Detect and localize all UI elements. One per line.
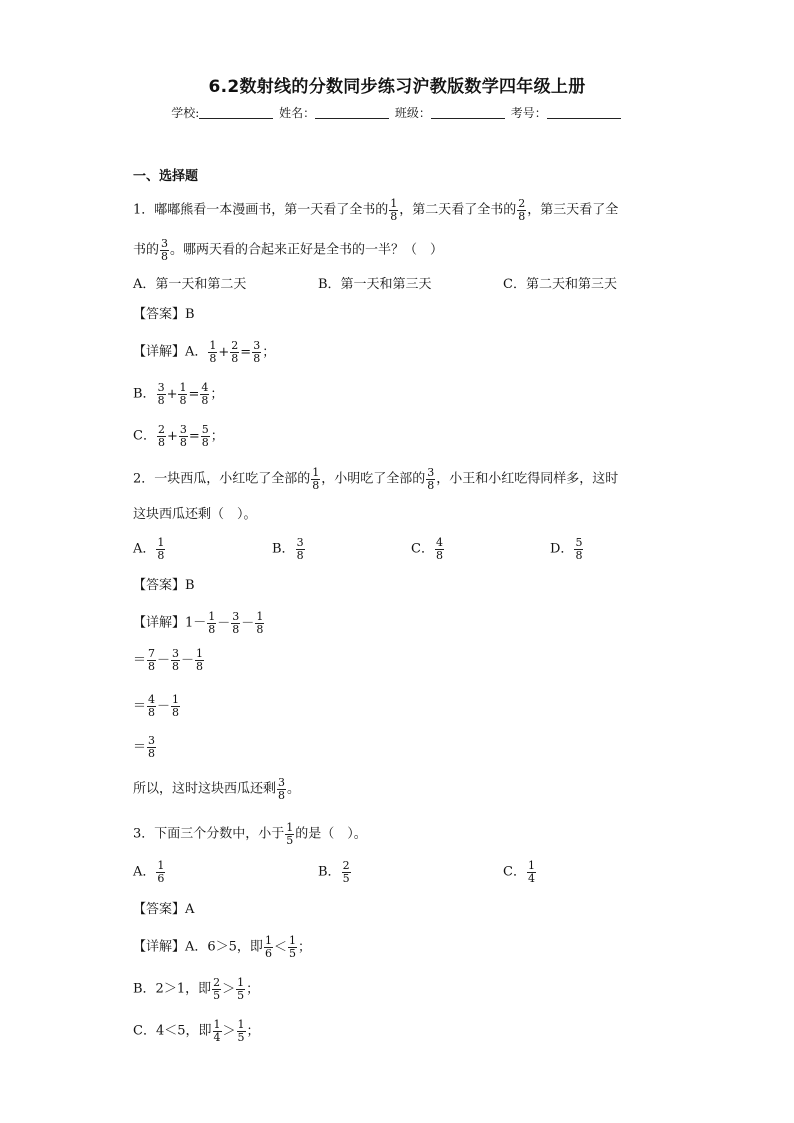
fraction: $\frac{1}{5}$: [288, 934, 296, 960]
fraction: $\frac{2}{8}$: [157, 423, 165, 449]
q3-option-c[interactable]: C． $\frac{1}{4}$: [503, 859, 535, 885]
q3-detail-c: C．4＜5，即 $\frac{1}{4}$ ＞ $\frac{1}{5}$ ；: [133, 1018, 260, 1044]
class-blank[interactable]: [431, 106, 505, 119]
q3-detail-b: B．2＞1，即 $\frac{2}{5}$ ＞ $\frac{1}{5}$ ；: [133, 976, 260, 1002]
q2-answer: 【答案】B: [133, 578, 195, 593]
operator: －: [181, 652, 195, 668]
fraction: $\frac{1}{5}$: [237, 976, 245, 1002]
q1-stem-line1: 1．嘟嘟熊看一本漫画书，第一天看了全书的 $\frac{1}{8}$ ，第二天看了全书的 $\frac{2}{8}$ ，第三天看了全: [133, 197, 619, 223]
q2-option-b[interactable]: B． $\frac{3}{8}$: [272, 536, 304, 562]
q2-detail-step3: ＝ $\frac{4}{8}$ － $\frac{1}{8}$: [133, 693, 180, 719]
fraction: $\frac{2}{5}$: [213, 976, 221, 1002]
q1-detail-c: C． $\frac{2}{8}$ + $\frac{3}{8}$ = $\frac{5}{8}$ ；: [133, 423, 224, 449]
school-label: 学校:: [171, 106, 200, 120]
q2-stem-line2: 这块西瓜还剩（ ）。: [133, 507, 257, 522]
operator: ；: [210, 428, 224, 444]
fraction: $\frac{3}{8}$: [172, 647, 180, 673]
operator: ＜: [273, 939, 287, 955]
fraction: $\frac{3}{8}$: [278, 776, 286, 802]
q1-option-a[interactable]: A．第一天和第二天: [133, 277, 247, 292]
fraction: $\frac{1}{8}$: [390, 197, 398, 223]
fraction: $\frac{1}{8}$: [208, 610, 216, 636]
q3-option-b[interactable]: B． $\frac{2}{5}$: [318, 859, 350, 885]
q3-detail-a: 【详解】A．6＞5，即 $\frac{1}{6}$ ＜ $\frac{1}{5}$ ；: [133, 934, 311, 960]
fraction: $\frac{4}{8}$: [148, 693, 156, 719]
fraction: $\frac{1}{8}$: [312, 466, 320, 492]
fraction: $\frac{1}{8}$: [196, 647, 204, 673]
operator: =: [188, 428, 200, 444]
operator: ；: [246, 1023, 260, 1039]
fraction: $\frac{1}{4}$: [213, 1018, 221, 1044]
operator: +: [166, 428, 178, 444]
fraction: $\frac{3}{8}$: [253, 339, 261, 365]
fraction: $\frac{1}{5}$: [286, 821, 294, 847]
q2-option-d[interactable]: D． $\frac{5}{8}$: [550, 536, 583, 562]
fraction: $\frac{2}{8}$: [518, 197, 526, 223]
exam-no-blank[interactable]: [547, 106, 621, 119]
operator: ；: [210, 386, 224, 402]
fraction: $\frac{1}{8}$: [209, 339, 217, 365]
fraction: $\frac{7}{8}$: [148, 647, 156, 673]
student-info-line: [0, 104, 794, 121]
fraction: $\frac{2}{8}$: [231, 339, 239, 365]
fraction: $\frac{3}{8}$: [232, 610, 240, 636]
page-title: 6.2数射线的分数同步练习沪教版数学四年级上册: [208, 77, 586, 97]
q2-detail-step4: ＝ $\frac{3}{8}$: [133, 734, 156, 760]
fraction: $\frac{1}{8}$: [256, 610, 264, 636]
operator: －: [157, 698, 171, 714]
operator: ；: [297, 939, 311, 955]
q2-option-a[interactable]: A． $\frac{1}{8}$: [133, 536, 165, 562]
operator: +: [218, 344, 230, 360]
fraction: $\frac{1}{6}$: [264, 934, 272, 960]
operator: －: [217, 615, 231, 631]
q1-option-c[interactable]: C．第二天和第三天: [503, 277, 617, 292]
q2-stem-line1: 2．一块西瓜，小红吃了全部的 $\frac{1}{8}$ ，小明吃了全部的 $\frac{3}{8}$ ，小王和小红吃得同样多，这时: [133, 466, 619, 492]
fraction: $\frac{3}{8}$: [179, 423, 187, 449]
exam-no-label: 考号：: [510, 106, 547, 120]
q1-stem-line2: 书的 $\frac{3}{8}$ 。哪两天看的合起来正好是全书的一半？（ ）: [133, 237, 444, 263]
fraction: $\frac{3}{8}$: [161, 237, 169, 263]
fraction: $\frac{3}{8}$: [427, 466, 435, 492]
fraction: $\frac{4}{8}$: [201, 381, 209, 407]
operator: －: [157, 652, 171, 668]
fraction: $\frac{3}{8}$: [157, 381, 165, 407]
name-label: 姓名：: [279, 106, 316, 120]
q2-detail-step2: ＝ $\frac{7}{8}$ － $\frac{3}{8}$ － $\frac{1}{8}$: [133, 647, 204, 673]
fraction: $\frac{5}{8}$: [201, 423, 209, 449]
q3-answer: 【答案】A: [133, 902, 195, 917]
class-label: 班级：: [394, 106, 431, 120]
q3-option-a[interactable]: A． $\frac{1}{6}$: [133, 859, 165, 885]
q1-answer: 【答案】B: [133, 307, 195, 322]
operator: ＞: [222, 1023, 236, 1039]
q1-detail-a: 【详解】A． $\frac{1}{8}$ + $\frac{2}{8}$ = $\frac{3}{8}$ ；: [133, 339, 276, 365]
operator: －: [241, 615, 255, 631]
section-heading: 一、选择题: [133, 169, 199, 184]
operator: ；: [246, 981, 260, 997]
operator: ；: [262, 344, 276, 360]
q1-option-b[interactable]: B．第一天和第三天: [318, 277, 432, 292]
operator: =: [240, 344, 252, 360]
fraction: $\frac{1}{5}$: [237, 1018, 245, 1044]
operator: =: [188, 386, 200, 402]
q3-stem: 3．下面三个分数中，小于 $\frac{1}{5}$ 的是（ ）。: [133, 821, 367, 847]
q1-detail-b: B． $\frac{3}{8}$ + $\frac{1}{8}$ = $\frac{4}{8}$ ；: [133, 381, 224, 407]
fraction: $\frac{3}{8}$: [148, 734, 156, 760]
q2-option-c[interactable]: C． $\frac{4}{8}$: [411, 536, 443, 562]
operator: +: [166, 386, 178, 402]
school-blank[interactable]: [199, 106, 273, 119]
fraction: $\frac{1}{8}$: [172, 693, 180, 719]
fraction: $\frac{1}{8}$: [179, 381, 187, 407]
name-blank[interactable]: [315, 106, 389, 119]
q2-conclusion: 所以，这时这块西瓜还剩 $\frac{3}{8}$ 。: [133, 776, 301, 802]
q2-detail-step1: 【详解】1－ $\frac{1}{8}$ － $\frac{3}{8}$ － $\frac{1}{8}$: [133, 610, 264, 636]
operator: ＞: [222, 981, 236, 997]
